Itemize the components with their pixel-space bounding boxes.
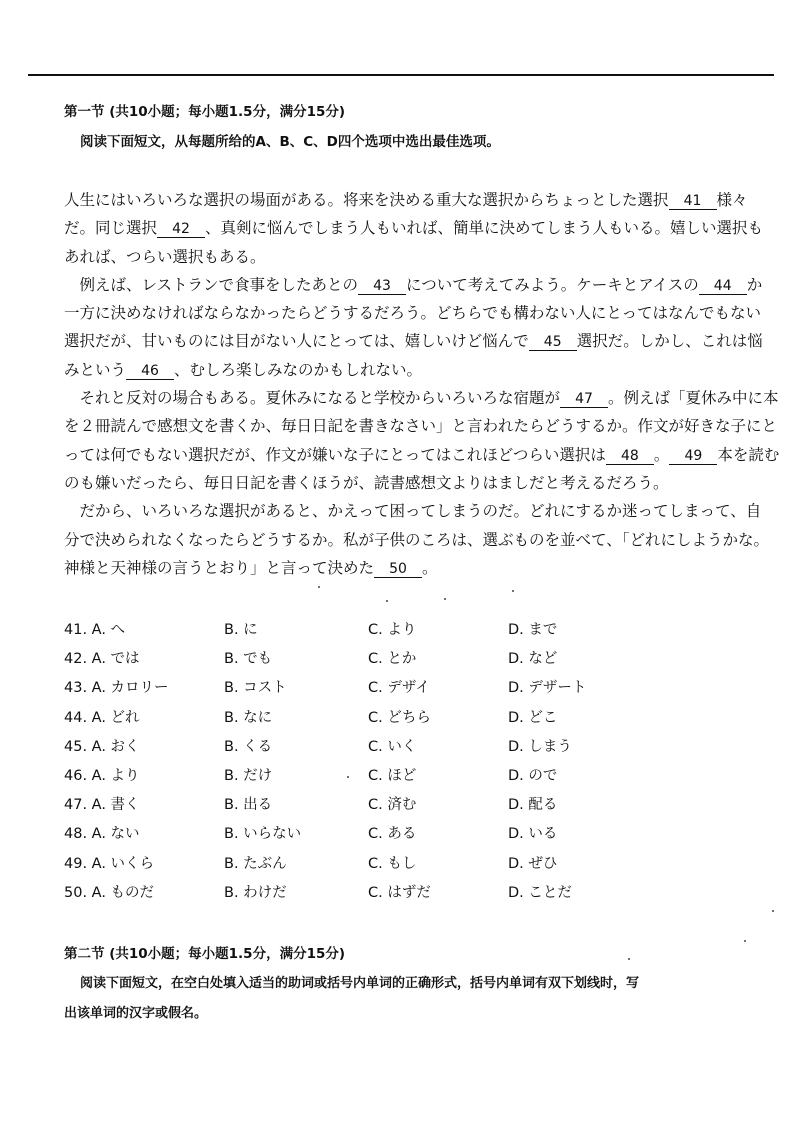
option-d: D. いる	[508, 826, 558, 843]
passage-text: 、真剣に悩んでしまう人もいれば、簡単に決めてしまう人もいる。嬉しい選択も	[205, 219, 764, 238]
question-options-row	[64, 820, 664, 849]
option-b: B. なに	[224, 709, 273, 726]
option-d: D. まで	[508, 622, 558, 638]
option-c: C. はずだ	[368, 884, 431, 901]
passage-text: みという	[64, 360, 127, 379]
answer-blank-48: 48	[606, 448, 654, 465]
passage-text: 。	[653, 445, 670, 464]
passage-text: 神様と天神様の言うとおり」と言って決めた	[64, 558, 375, 577]
option-a: 49. A. いくら	[64, 855, 155, 872]
scan-speck	[318, 586, 320, 588]
passage-text: か	[746, 275, 763, 294]
passage-text: 人生にはいろいろな選択の場面がある。将来を決める重大な選択からちょっとした選択	[64, 191, 669, 209]
passage-line	[64, 441, 780, 469]
passage-line	[64, 186, 754, 214]
option-d: D. ことだ	[508, 884, 572, 901]
passage-text: 様々	[716, 191, 748, 209]
answer-blank-47: 47	[560, 391, 608, 408]
question-options-row	[64, 850, 664, 879]
option-b: B. だけ	[224, 767, 273, 784]
question-options-row	[64, 674, 664, 703]
passage-line	[64, 214, 764, 242]
passage-text: あれば、つらい選択もある。	[64, 247, 266, 266]
passage-line	[64, 554, 754, 582]
question-options-row	[64, 733, 664, 762]
option-b: B. わけだ	[224, 884, 287, 901]
option-a: 46. A. より	[64, 767, 140, 784]
option-c: C. どちら	[368, 709, 431, 726]
passage-line	[64, 412, 778, 440]
answer-blank-46: 46	[126, 363, 174, 380]
option-a: 47. A. 書く	[64, 797, 140, 814]
option-c: C. ある	[368, 826, 417, 843]
answer-blank-42: 42	[157, 221, 205, 238]
question-options-row	[64, 704, 664, 733]
question-options-row	[64, 791, 664, 820]
option-a: 50. A. ものだ	[64, 884, 155, 901]
passage-line	[64, 299, 762, 327]
scan-speck	[386, 600, 388, 602]
answer-blank-44: 44	[699, 278, 747, 295]
passage-text: 。	[422, 558, 438, 577]
option-a: 48. A. ない	[64, 826, 140, 843]
passage-text: 選択だが、甘いものには目がない人にとっては、嬉しいけど悩んで	[64, 332, 529, 351]
passage-line	[64, 497, 762, 525]
option-d: D. デザート	[508, 680, 587, 697]
option-d: D. どこ	[508, 709, 558, 726]
answer-blank-41: 41	[669, 193, 717, 210]
option-a: 42. A. では	[64, 651, 140, 668]
answer-blank-50: 50	[374, 561, 422, 578]
passage-text: だ。同じ選択	[64, 219, 158, 238]
option-c: C. 済む	[368, 797, 417, 814]
passage-line	[64, 271, 763, 299]
passage-line	[64, 526, 769, 554]
answer-blank-45: 45	[529, 334, 577, 351]
option-b: B. くる	[224, 738, 273, 755]
option-d: D. ぜひ	[508, 855, 558, 872]
passage-text: 本を読む	[717, 445, 780, 464]
option-c: C. いく	[368, 738, 417, 755]
scan-speck	[744, 940, 746, 942]
option-a: 41. A. へ	[64, 622, 126, 638]
answer-options	[64, 616, 664, 908]
question-options-row	[64, 879, 664, 908]
passage-line	[64, 356, 754, 384]
scan-speck	[772, 910, 774, 912]
scan-speck	[347, 776, 349, 778]
scan-speck	[512, 590, 514, 592]
option-c: C. より	[368, 622, 417, 638]
option-b: B. いらない	[224, 826, 302, 843]
option-b: B. に	[224, 622, 258, 638]
option-c: C. とか	[368, 651, 417, 668]
passage-text: のも嫌いだったら、毎日日記を書くほうが、読書感想文よりはましだと考えるだろう。	[64, 473, 669, 492]
answer-blank-49: 49	[669, 448, 717, 465]
passage-line	[64, 469, 754, 497]
passage-text: 例えば、レストランで食事をしたあとの	[64, 275, 359, 294]
option-d: D. ので	[508, 767, 558, 784]
scan-speck	[628, 958, 630, 960]
option-a: 45. A. おく	[64, 738, 140, 755]
reading-passage	[64, 186, 780, 582]
question-options-row	[64, 645, 664, 674]
option-d: D. 配る	[508, 797, 558, 814]
question-options-row	[64, 616, 664, 645]
question-options-row	[64, 762, 664, 791]
option-c: C. もし	[368, 855, 417, 872]
section2-instruction-line2: 出该单词的汉字或假名。	[64, 1006, 208, 1021]
passage-text: を２冊読んで感想文を書くか、毎日日記を書きなさい」と言われたらどうするか。作文が好きな子にと	[64, 417, 778, 436]
passage-text: それと反対の場合もある。夏休みになると学校からいろいろな宿題が	[64, 389, 561, 408]
section2-instruction-line1: 阅读下面短文，在空白处填入适当的助词或括号内单词的正确形式，括号内单词有双下划线时，写	[80, 976, 640, 991]
section1-heading: 第一节 (共10小题；每小题1.5分，满分15分)	[64, 104, 346, 120]
passage-text: 。例えば「夏休み中に本	[608, 389, 779, 408]
option-b: B. 出る	[224, 797, 273, 814]
passage-line	[64, 243, 754, 271]
passage-line	[64, 384, 779, 412]
option-b: B. でも	[224, 651, 273, 668]
passage-text: 、むしろ楽しみなのかもしれない。	[174, 360, 423, 379]
passage-text: 選択だ。しかし、これは悩	[576, 332, 763, 351]
option-d: D. など	[508, 651, 558, 668]
option-c: C. デザイ	[368, 680, 430, 697]
section2-heading: 第二节 (共10小题；每小题1.5分，满分15分)	[64, 946, 346, 962]
option-c: C. ほど	[368, 767, 417, 784]
top-rule	[28, 74, 774, 76]
passage-text: だから、いろいろな選択があると、かえって困ってしまうのだ。どれにするか迷ってしまって、自	[64, 502, 762, 521]
option-a: 44. A. どれ	[64, 709, 140, 726]
passage-text: 一方に決めなければならなかったらどうするだろう。どちらでも構わない人にとってはなんでもない	[64, 304, 762, 323]
option-b: B. コスト	[224, 680, 287, 697]
option-d: D. しまう	[508, 738, 572, 755]
option-a: 43. A. カロリー	[64, 680, 169, 697]
passage-text: について考えてみよう。ケーキとアイスの	[406, 275, 699, 294]
passage-text: 分で決められなくなったらどうするか。私が子供のころは、選ぶものを並べて、「どれにしようかな。	[64, 530, 769, 549]
option-b: B. たぶん	[224, 855, 287, 872]
scan-speck	[444, 598, 446, 600]
section1-instruction: 阅读下面短文，从每题所给的A、B、C、D四个选项中选出最佳选项。	[80, 134, 500, 150]
passage-line	[64, 327, 763, 355]
answer-blank-43: 43	[358, 278, 406, 295]
passage-text: っては何でもない選択だが、作文が嫌いな子にとってはこれほどつらい選択は	[64, 445, 606, 464]
